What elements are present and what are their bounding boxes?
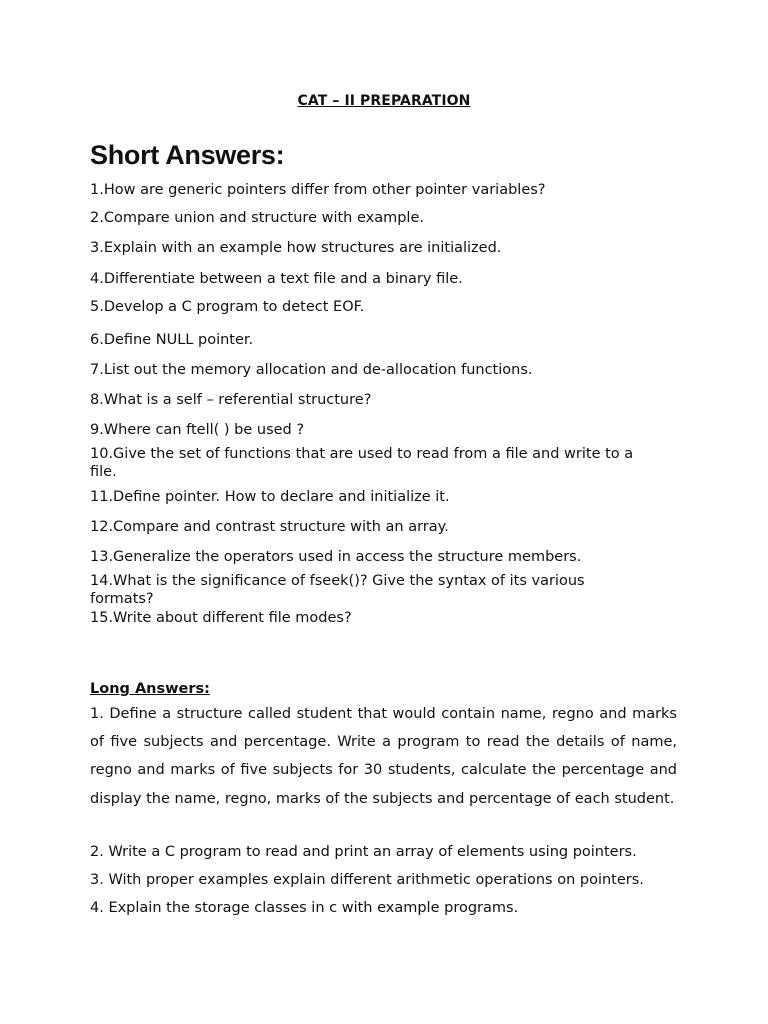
short-answers-heading: Short Answers:: [90, 140, 285, 170]
long-question-1: 1. Define a structure called student that would contain name, regno and marks of five subjects and percentage. Write a program to read the details of name, regno and marks of five subjects for 30 students, calculate the percentage and display the name, regno, marks of the subjects and percentage of each student.: [90, 706, 677, 807]
short-question-9: 9.Where can ftell( ) be used ?: [90, 422, 305, 438]
short-question-7: 7.List out the memory allocation and de-allocation functions.: [90, 362, 533, 378]
long-question-4: 4. Explain the storage classes in c with example programs.: [90, 900, 519, 916]
short-question-10: 10.Give the set of functions that are used to read from a file and write to a file.: [90, 446, 634, 480]
long-question-3: 3. With proper examples explain different arithmetic operations on pointers.: [90, 872, 644, 888]
short-question-2: 2.Compare union and structure with example.: [90, 210, 424, 226]
short-question-12: 12.Compare and contrast structure with an array.: [90, 519, 449, 535]
short-question-4: 4.Differentiate between a text file and a binary file.: [90, 271, 463, 287]
short-question-6: 6.Define NULL pointer.: [90, 332, 254, 348]
long-answers-heading: Long Answers:: [90, 681, 210, 697]
short-question-5: 5.Develop a C program to detect EOF.: [90, 299, 365, 315]
page-title: CAT – II PREPARATION: [297, 93, 471, 109]
short-question-3: 3.Explain with an example how structures are initialized.: [90, 240, 502, 256]
short-question-15: 15.Write about different file modes?: [90, 610, 352, 626]
long-question-2: 2. Write a C program to read and print an array of elements using pointers.: [90, 844, 637, 860]
short-question-14: 14.What is the significance of fseek()? Give the syntax of its various formats?: [90, 573, 585, 607]
short-question-1: 1.How are generic pointers differ from other pointer variables?: [90, 182, 546, 198]
short-question-11: 11.Define pointer. How to declare and initialize it.: [90, 489, 450, 505]
short-question-8: 8.What is a self – referential structure?: [90, 392, 372, 408]
short-question-13: 13.Generalize the operators used in access the structure members.: [90, 549, 582, 565]
